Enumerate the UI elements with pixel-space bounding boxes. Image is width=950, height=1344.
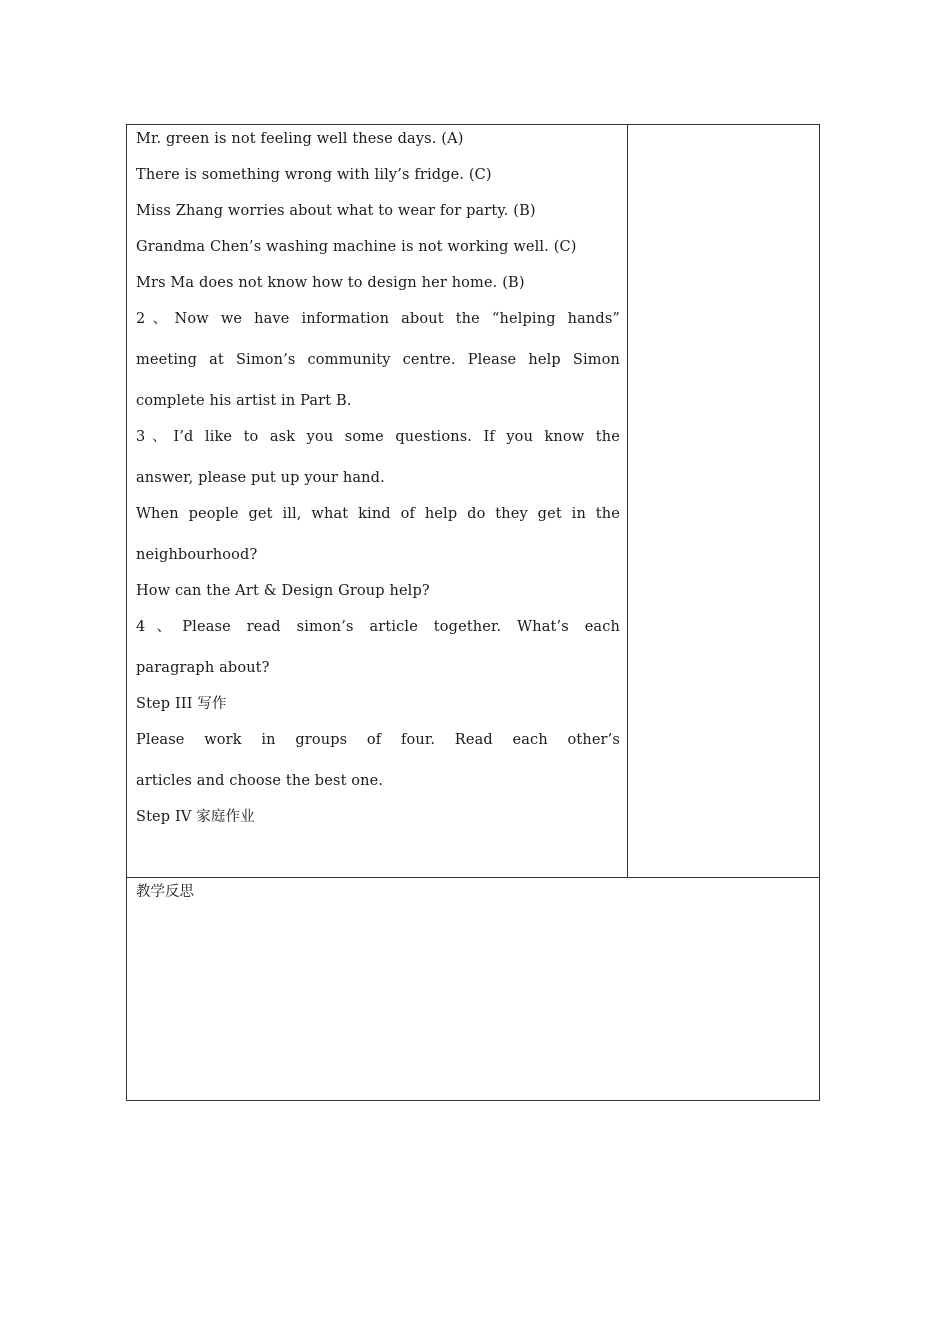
lesson-table [126, 124, 820, 1101]
text-line: answer, please put up your hand. [136, 470, 385, 486]
reflection-cell [127, 877, 819, 1100]
lesson-content-cell [127, 125, 628, 877]
text-line: 2、Now we have information about the “helping hands” [136, 311, 620, 327]
text-line: 3、I’d like to ask you some questions. If you know the [136, 429, 620, 445]
text-line: Mr. green is not feeling well these days. (A) [136, 131, 464, 147]
text-line: neighbourhood? [136, 547, 258, 563]
reflection-title: 教学反思 [136, 884, 194, 900]
step-heading: Step III 写作 [136, 696, 227, 712]
text-line: meeting at Simon’s community centre. Please help Simon [136, 352, 620, 368]
text-line: Miss Zhang worries about what to wear for party. (B) [136, 203, 536, 219]
text-line: paragraph about? [136, 660, 270, 676]
text-line: How can the Art & Design Group help? [136, 583, 430, 599]
text-line: articles and choose the best one. [136, 773, 384, 789]
text-line: There is something wrong with lily’s fridge. (C) [136, 167, 492, 183]
text-line: Mrs Ma does not know how to design her home. (B) [136, 275, 525, 291]
text-line: complete his artist in Part B. [136, 393, 352, 409]
step-heading: Step IV 家庭作业 [136, 809, 255, 825]
text-line: Grandma Chen’s washing machine is not working well. (C) [136, 239, 577, 255]
text-line: Please work in groups of four. Read each other’s [136, 732, 620, 748]
notes-cell [628, 125, 819, 877]
text-line: When people get ill, what kind of help do they get in the [136, 506, 620, 522]
text-line: 4、Please read simon’s article together. What’s each [136, 619, 620, 635]
